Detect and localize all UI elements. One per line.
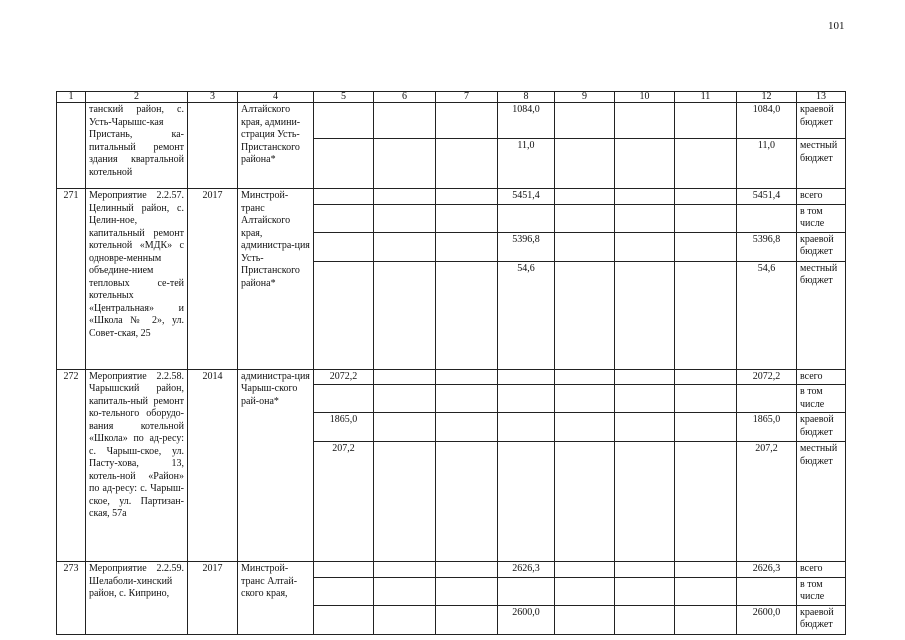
empty-cell [555, 442, 615, 562]
empty-cell [374, 139, 436, 189]
empty-cell [615, 261, 675, 369]
entry-description: Мероприятие 2.2.57. Целинный район, с. Целин-ное, капитальный ремонт котельной «МДК» с одновре-менным объедине-нием тепловых се-тей котельных «Центральная» и «Школа № 2», ул. Совет-ская, 25 [86, 189, 188, 370]
empty-cell [615, 413, 675, 442]
funding-source: всего [797, 562, 846, 578]
funding-source: краевой бюджет [797, 232, 846, 261]
entry-executor: администра-ция Чарыш-ского рай-она* [238, 369, 314, 562]
empty-cell [555, 204, 615, 232]
empty-cell [675, 232, 737, 261]
cell-value: 54,6 [498, 261, 555, 369]
empty-cell [314, 562, 374, 578]
empty-cell [615, 189, 675, 205]
cell-value: 1084,0 [737, 103, 797, 139]
entry-number [57, 103, 86, 189]
empty-cell [615, 605, 675, 634]
entry-number: 273 [57, 562, 86, 635]
entry-executor: Минстрой-транс Алтай-ского края, [238, 562, 314, 635]
entry-executor: Алтайского края, админи-страция Усть-Пристанского района* [238, 103, 314, 189]
entry-description: танский район, с. Усть-Чарышс-кая Пристань, ка-питальный ремонт здания квартальной котельной [86, 103, 188, 189]
col-header: 6 [374, 92, 436, 103]
empty-cell [555, 562, 615, 578]
empty-cell [555, 369, 615, 385]
empty-cell [374, 204, 436, 232]
funding-source: всего [797, 369, 846, 385]
empty-cell [314, 577, 374, 605]
cell-value: 1084,0 [498, 103, 555, 139]
empty-cell [314, 204, 374, 232]
cell-value: 2626,3 [737, 562, 797, 578]
empty-cell [615, 562, 675, 578]
empty-cell [314, 139, 374, 189]
empty-cell [675, 605, 737, 634]
entry-year: 2017 [188, 562, 238, 635]
cell-value: 207,2 [737, 442, 797, 562]
empty-cell [675, 189, 737, 205]
col-header: 4 [238, 92, 314, 103]
empty-cell [436, 562, 498, 578]
cell-value: 5451,4 [737, 189, 797, 205]
cell-value: 11,0 [498, 139, 555, 189]
col-header: 2 [86, 92, 188, 103]
empty-cell [737, 577, 797, 605]
empty-cell [314, 189, 374, 205]
col-header: 11 [675, 92, 737, 103]
cell-value: 5396,8 [737, 232, 797, 261]
empty-cell [555, 139, 615, 189]
funding-source: краевой бюджет [797, 413, 846, 442]
empty-cell [314, 605, 374, 634]
empty-cell [314, 232, 374, 261]
empty-cell [675, 385, 737, 413]
empty-cell [737, 385, 797, 413]
empty-cell [555, 385, 615, 413]
empty-cell [374, 261, 436, 369]
empty-cell [374, 413, 436, 442]
empty-cell [675, 413, 737, 442]
table-row [57, 369, 846, 385]
cell-value: 2072,2 [737, 369, 797, 385]
table-row [57, 189, 846, 205]
empty-cell [436, 103, 498, 139]
empty-cell [436, 232, 498, 261]
empty-cell [436, 577, 498, 605]
cell-value: 2072,2 [314, 369, 374, 385]
empty-cell [374, 605, 436, 634]
entry-year: 2017 [188, 189, 238, 370]
header-row [57, 92, 846, 103]
table-row [57, 562, 846, 578]
col-header: 12 [737, 92, 797, 103]
funding-source: краевой бюджет [797, 605, 846, 634]
col-header: 9 [555, 92, 615, 103]
empty-cell [737, 204, 797, 232]
empty-cell [314, 385, 374, 413]
empty-cell [374, 562, 436, 578]
empty-cell [314, 261, 374, 369]
empty-cell [615, 385, 675, 413]
table-row [57, 103, 846, 139]
funding-source: всего [797, 189, 846, 205]
empty-cell [615, 139, 675, 189]
empty-cell [498, 577, 555, 605]
empty-cell [374, 385, 436, 413]
empty-cell [615, 577, 675, 605]
empty-cell [498, 385, 555, 413]
cell-value: 54,6 [737, 261, 797, 369]
empty-cell [436, 189, 498, 205]
entry-executor: Минстрой-транс Алтайского края, администра-ция Усть-Пристанского района* [238, 189, 314, 370]
empty-cell [555, 232, 615, 261]
empty-cell [555, 103, 615, 139]
empty-cell [615, 369, 675, 385]
funding-source: в том числе [797, 577, 846, 605]
entry-description: Мероприятие 2.2.59. Шелаболи-хинский район, с. Киприно, [86, 562, 188, 635]
empty-cell [498, 369, 555, 385]
funding-source: местный бюджет [797, 442, 846, 562]
col-header: 5 [314, 92, 374, 103]
empty-cell [436, 369, 498, 385]
empty-cell [615, 442, 675, 562]
empty-cell [555, 189, 615, 205]
empty-cell [374, 103, 436, 139]
col-header: 7 [436, 92, 498, 103]
funding-source: краевой бюджет [797, 103, 846, 139]
col-header: 13 [797, 92, 846, 103]
empty-cell [555, 577, 615, 605]
cell-value: 5451,4 [498, 189, 555, 205]
col-header: 10 [615, 92, 675, 103]
cell-value: 1865,0 [314, 413, 374, 442]
cell-value: 2626,3 [498, 562, 555, 578]
page-number: 101 [828, 20, 845, 32]
empty-cell [374, 232, 436, 261]
entry-number: 271 [57, 189, 86, 370]
empty-cell [675, 577, 737, 605]
empty-cell [498, 442, 555, 562]
cell-value: 5396,8 [498, 232, 555, 261]
entry-number: 272 [57, 369, 86, 562]
empty-cell [675, 103, 737, 139]
entry-year: 2014 [188, 369, 238, 562]
empty-cell [555, 413, 615, 442]
empty-cell [436, 261, 498, 369]
empty-cell [374, 369, 436, 385]
col-header: 8 [498, 92, 555, 103]
empty-cell [498, 413, 555, 442]
funding-source: местный бюджет [797, 139, 846, 189]
cell-value: 207,2 [314, 442, 374, 562]
empty-cell [675, 139, 737, 189]
col-header: 1 [57, 92, 86, 103]
empty-cell [314, 103, 374, 139]
empty-cell [498, 204, 555, 232]
empty-cell [436, 605, 498, 634]
col-header: 3 [188, 92, 238, 103]
empty-cell [675, 442, 737, 562]
empty-cell [436, 139, 498, 189]
entry-description: Мероприятие 2.2.58. Чарышский район, капиталь-ный ремонт ко-тельного оборудо-вания котельной «Школа» по ад-ресу: с. Чарыш-ское, ул. Пасту-хова, 13, котель-ной «Район» по ад-ресу: с. Чарыш-ское, ул. Партизан-ская, 57а [86, 369, 188, 562]
empty-cell [675, 369, 737, 385]
empty-cell [374, 442, 436, 562]
cell-value: 2600,0 [498, 605, 555, 634]
empty-cell [436, 204, 498, 232]
funding-source: в том числе [797, 204, 846, 232]
empty-cell [436, 413, 498, 442]
empty-cell [675, 562, 737, 578]
empty-cell [374, 577, 436, 605]
empty-cell [675, 261, 737, 369]
empty-cell [675, 204, 737, 232]
empty-cell [615, 103, 675, 139]
cell-value: 11,0 [737, 139, 797, 189]
empty-cell [374, 189, 436, 205]
empty-cell [555, 605, 615, 634]
funding-source: местный бюджет [797, 261, 846, 369]
empty-cell [555, 261, 615, 369]
budget-table [56, 91, 846, 635]
empty-cell [615, 204, 675, 232]
cell-value: 1865,0 [737, 413, 797, 442]
empty-cell [615, 232, 675, 261]
empty-cell [436, 385, 498, 413]
empty-cell [436, 442, 498, 562]
cell-value: 2600,0 [737, 605, 797, 634]
entry-year [188, 103, 238, 189]
funding-source: в том числе [797, 385, 846, 413]
